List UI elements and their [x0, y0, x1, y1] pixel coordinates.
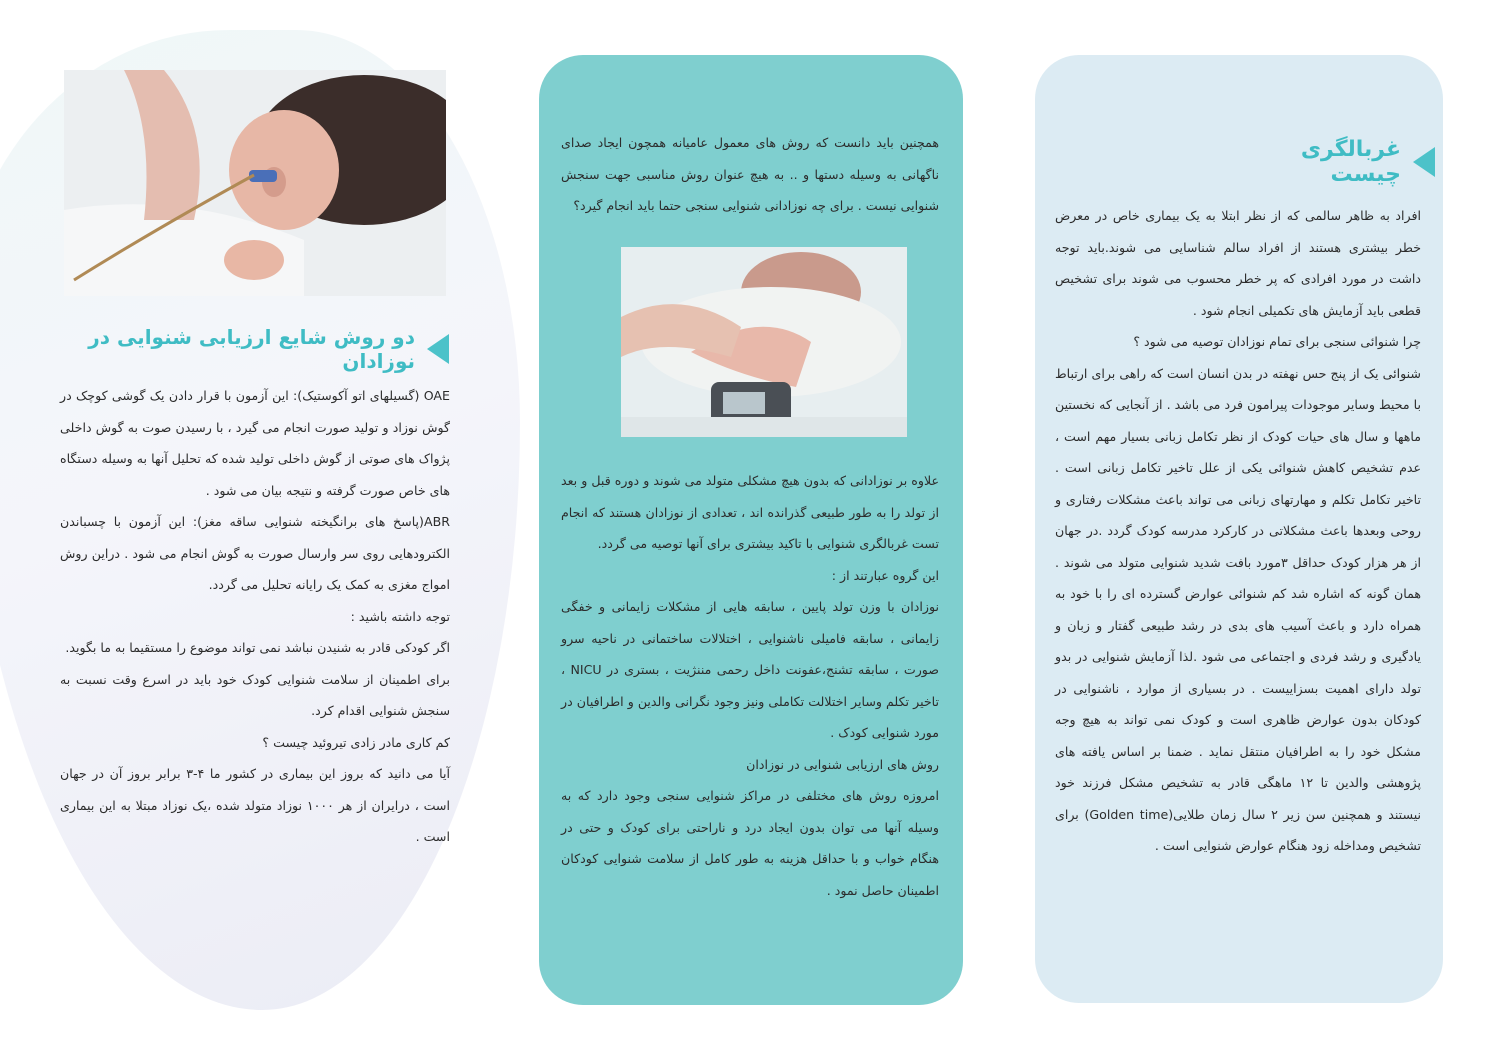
- left-paragraph: اگر کودکی قادر به شنیدن نباشد نمی تواند موضوع را مستقیما به ما بگوید.: [65, 640, 450, 655]
- right-paragraph: چرا شنوائی سنجی برای تمام نوزادان توصیه می شود ؟: [1133, 334, 1421, 349]
- middle-paragraph: علاوه بر نوزادانی که بدون هیچ مشکلی متولد می شوند و دوره قبل و بعد از تولد را به طور طبیعی گذرانده اند ، تعدادی از نوزادان هستند که انجام تست غربالگری شنوایی با تاکید بیشتری برای آنها توصیه می گردد.: [561, 473, 939, 551]
- left-heading-text: دو روش شایع ارزیابی شنوایی در نوزادان: [88, 325, 415, 373]
- right-heading-text: غربالگری چیست: [1300, 137, 1401, 187]
- left-body: [60, 380, 450, 853]
- left-paragraph: OAE (گسیلهای اتو آکوستیک): این آزمون با قرار دادن یک گوشی کوچک در گوش نوزاد و تولید صورت انجام می گیرد ، با رسیدن صوت به گوش داخلی پژواک های صوتی از گوش داخلی تولید شده که تحلیل آنها به وسیله دستگاه های خاص صورت گرفته و نتیجه بیان می شود .: [60, 388, 450, 498]
- triangle-left-icon: [1413, 147, 1435, 177]
- left-paragraph: ABR(پاسخ های برانگیخته شنوایی ساقه مغز): این آزمون با چسباندن الکترودهایی روی سر وارسال صورت به گوش انجام می شود . دراین روش امواج مغزی به کمک یک رایانه تحلیل می گردد.: [60, 514, 450, 592]
- left-paragraph: کم کاری مادر زادی تیروئید چیست ؟: [262, 734, 450, 750]
- triangle-left-icon: [427, 334, 449, 364]
- middle-intro: [561, 127, 939, 222]
- middle-paragraph: نوزادان با وزن تولد پایین ، سابقه هایی از مشکلات زایمانی و خفگی زایمانی ، سابقه فامیلی ناشنوایی ، اختلالات ساختمانی در ناحیه سرو صورت ، سابقه تشنج،عفونت داخل رحمی مننژیت ، بستری در NICU ، تاخیر تکلم وسایر اختلالت تکاملی ونیز وجود نگرانی والدین و اطرافیان در مورد شنوایی کودک .: [561, 599, 939, 740]
- baby-ear-test-photo: [64, 70, 446, 296]
- right-paragraph: شنوائی یک از پنج حس نهفته در بدن انسان است که راهی برای ارتباط با محیط وسایر موجودات پیرامون فرد می باشد . از آنجایی که نخستین ماهها و سال های حیات کودک از نظر تکامل زبانی بسیار مهم است ، عدم تشخیص کاهش شنوائی یکی از علل تاخیر تکامل زبانی است . تاخیر تکامل تکلم و مهارتهای زبانی می تواند باعث مشکلات رفتاری و روحی وبعدها باعث مشکلاتی در کارکرد مدرسه کودک گردد .در جهان از هر هزار کودک حداقل ۳مورد بافت شدید شنوایی متولد می شوند . همان گونه که اشاره شد کم شنوائی عوارض گسترده ای را با خود به همراه دارد و باعث آسیب های بدی در رشد طبیعی گفتار و زبان و یادگیری و رشد فردی و اجتماعی می شود .لذا آزمایش شنوایی در بدو تولد دارای اهمیت بسزاییست . در بسیاری از موارد ، ناشنوایی در کودکان بدون عوارض ظاهری است و کودک نمی تواند به هیچ وجه مشکل خود را به اطرافیان منتقل نماید . ضمنا بر اساس یافته های پژوهشی والدین تا ۱۲ ماهگی قادر به تشخیص مشکل فرزند خود نیستند و همچنین سن زیر ۲ سال زمان طلایی(Golden time) برای تشخیص ومداخله زود هنگام عوارض شنوایی است .: [1055, 365, 1422, 853]
- middle-paragraph: این گروه عبارتند از :: [831, 567, 939, 583]
- left-paragraph: آیا می دانید که بروز این بیماری در کشور ما ۴-۳ برابر بروز آن در جهان است ، درایران از هر ۱۰۰۰ نوزاد متولد شده ،یک نوزاد مبتلا به این بیماری است .: [60, 766, 450, 844]
- baby-foot-test-photo: [621, 247, 907, 437]
- right-heading: [1225, 137, 1435, 187]
- middle-panel: [539, 55, 963, 1005]
- right-body: [1055, 200, 1421, 862]
- middle-intro-text: همچنین باید دانست که روش های معمول عامیانه همچون ایجاد صدای ناگهانی به وسیله دستها و .. به هیچ عنوان روش مناسبی جهت سنجش شنوایی نیست . برای چه نوزادانی شنوایی سنجی حتما باید انجام گیرد؟: [561, 135, 939, 213]
- left-heading: [64, 325, 449, 373]
- middle-body: [561, 465, 939, 906]
- middle-paragraph: روش های ارزیابی شنوایی در نوزادان: [746, 756, 939, 772]
- left-paragraph: توجه داشته باشید :: [350, 608, 450, 624]
- right-panel: [1035, 55, 1443, 1003]
- right-paragraph: افراد به ظاهر سالمی که از نظر ابتلا به یک بیماری خاص در معرض خطر بیشتری هستند از افراد سالم شناسایی می شوند.باید توجه داشت در مورد افرادی که پر خطر محسوب می شوند برای تشخیص قطعی باید آزمایش های تکمیلی انجام شود .: [1055, 208, 1421, 318]
- middle-paragraph: امروزه روش های مختلفی در مراکز شنوایی سنجی وجود دارد که به وسیله آنها می توان بدون ایجاد درد و ناراحتی برای کودک و حتی در هنگام خواب و با حداقل هزینه به طور کامل از سلامت شنوایی کودکان اطمینان حاصل نمود .: [561, 788, 939, 898]
- left-paragraph: برای اطمینان از سلامت شنوایی کودک خود باید در اسرع وقت نسبت به سنجش شنوایی اقدام کرد.: [60, 671, 450, 718]
